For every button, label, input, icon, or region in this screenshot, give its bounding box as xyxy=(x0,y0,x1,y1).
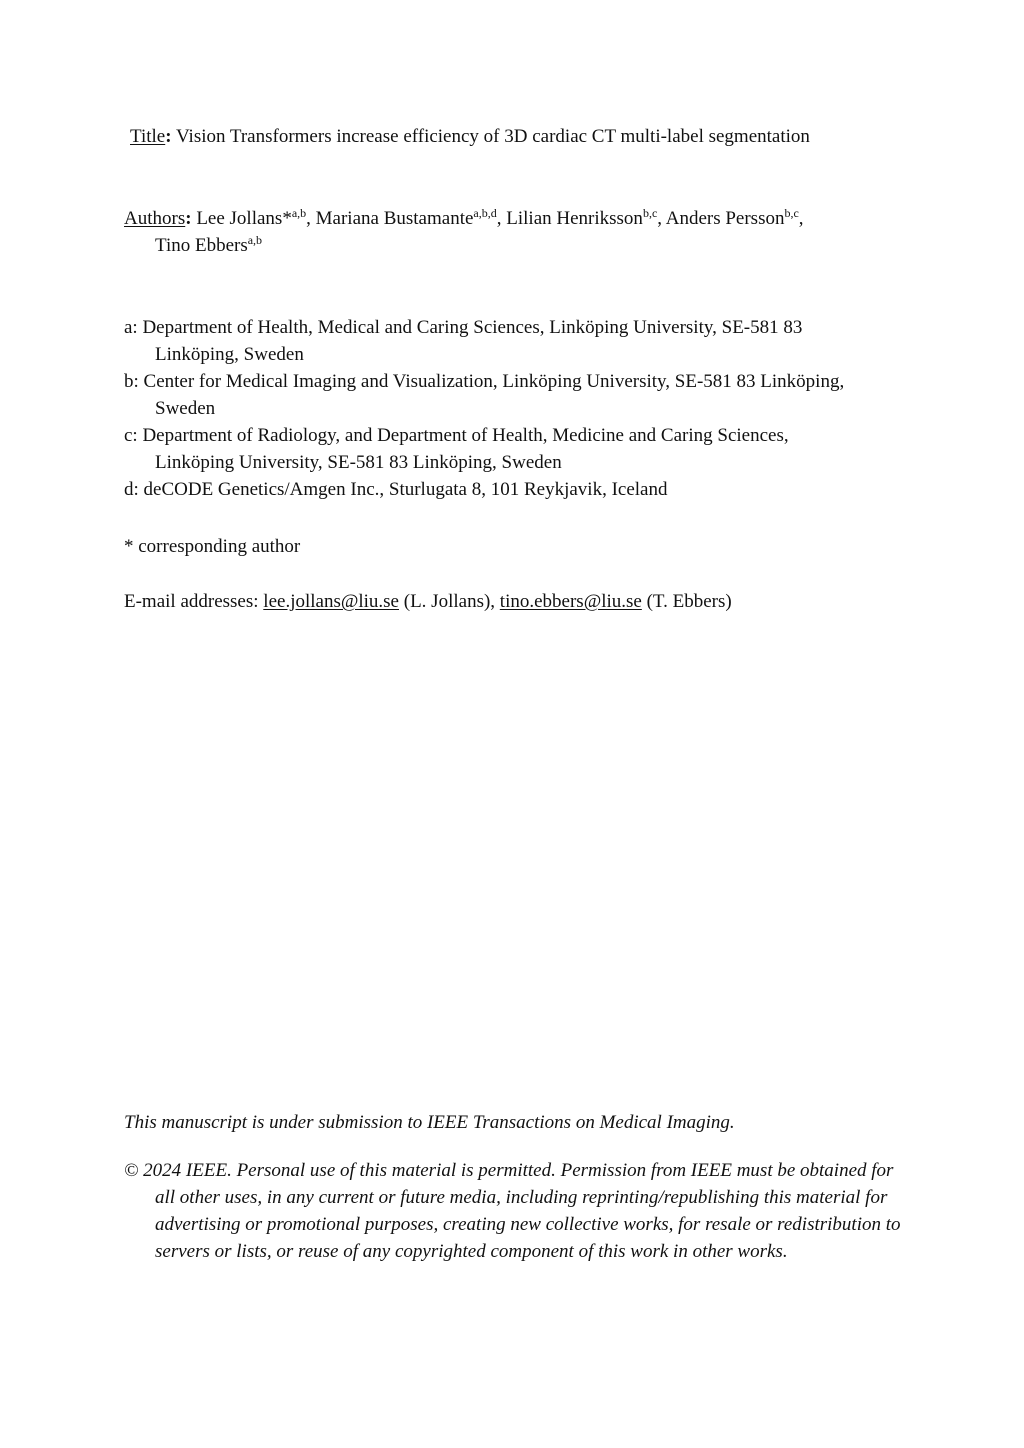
author-affiliation-marker: a,b xyxy=(291,206,307,220)
author-name: Mariana Bustamante xyxy=(315,208,474,229)
email-addresses xyxy=(124,588,894,615)
affiliation-item: a: Department of Health, Medical and Caring Sciences, Linköping University, SE-581 83 Linköping, Sweden xyxy=(124,317,803,365)
author-name: Anders Persson xyxy=(665,208,785,229)
affiliation-item: c: Department of Radiology, and Department of Health, Medicine and Caring Sciences, Linköping University, SE-581 83 Linköping, Sweden xyxy=(124,425,789,473)
title-colon: : xyxy=(165,126,172,147)
email-owner: (L. Jollans), xyxy=(399,591,500,612)
title-label: Title xyxy=(130,126,166,147)
email-link[interactable]: lee.jollans@liu.se xyxy=(263,591,399,612)
affiliation-list xyxy=(124,314,869,503)
authors-colon: : xyxy=(185,208,192,229)
email-link[interactable]: tino.ebbers@liu.se xyxy=(499,591,642,612)
authors-label: Authors xyxy=(124,208,186,229)
email-owner: (T. Ebbers) xyxy=(641,591,732,612)
email-prefix: E-mail addresses: xyxy=(124,591,264,612)
title-text: Vision Transformers increase efficiency of 3D cardiac CT multi-label segmentation xyxy=(175,126,810,147)
author-affiliation-marker: b,c xyxy=(642,206,658,220)
author-list: Authors: Lee Jollans*$^{a,b}$, Mariana Bustamante$^{a,b,d}$, Lilian Henriksson$^{b,c}$, Anders Persson$^{b,c}$, Tino Ebbers$^{a,b}$ xyxy=(124,206,804,256)
corresponding-author-note: * corresponding author xyxy=(124,536,301,557)
affiliation-item: d: deCODE Genetics/Amgen Inc., Sturlugata 8, 101 Reykjavik, Iceland xyxy=(124,479,668,500)
paper-title xyxy=(124,123,894,150)
copyright-notice: © 2024 IEEE. Personal use of this material is permitted. Permission from IEEE must be obtained for all other uses, in any current or future media, including reprinting/republishing this material for advertising or promotional purposes, creating new collective works, for resale or redistribution to servers or lists, or reuse of any copyrighted component of this work in other works. xyxy=(124,1160,901,1262)
author-name: Lee Jollans* xyxy=(196,208,292,229)
author-affiliation-marker: a,b,d xyxy=(473,206,497,220)
author-affiliation-marker: a,b xyxy=(247,233,263,247)
affiliation-item: b: Center for Medical Imaging and Visualization, Linköping University, SE-581 83 Linköping, Sweden xyxy=(124,371,845,419)
author-name: Tino Ebbers xyxy=(155,235,248,256)
submission-note: This manuscript is under submission to IEEE Transactions on Medical Imaging. xyxy=(124,1112,735,1133)
author-affiliation-marker: b,c xyxy=(784,206,799,220)
author-name: Lilian Henriksson xyxy=(506,208,643,229)
